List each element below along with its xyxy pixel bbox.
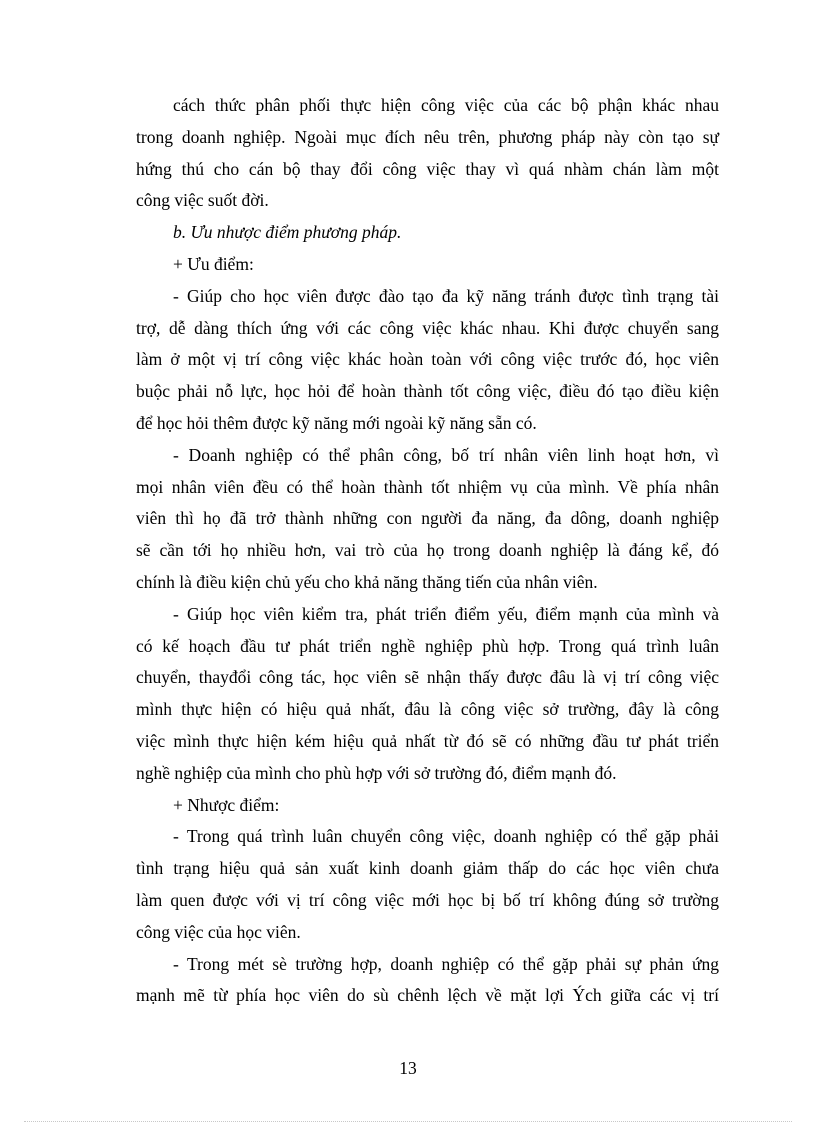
text-line: chuyển, thayđổi công tác, học viên sẽ nhận thấy được đâu là vị trí công việc bbox=[136, 667, 719, 688]
text-line: công việc suốt đời. bbox=[136, 190, 269, 211]
text-line: viên thì họ đã trở thành những con người đa năng, đa dông, doanh nghiệp bbox=[136, 508, 719, 529]
section-heading: b. Ưu nhược điểm phương pháp. bbox=[173, 222, 402, 243]
text-line: tình trạng hiệu quả sản xuất kinh doanh giảm thấp do các học viên chưa bbox=[136, 858, 719, 879]
text-line: có kế hoạch đầu tư phát triển nghề nghiệp phù hợp. Trong quá trình luân bbox=[136, 635, 719, 656]
text-line: nghề nghiệp của mình cho phù hợp với sở trường đó, điểm mạnh đó. bbox=[136, 762, 617, 783]
body-text bbox=[136, 90, 719, 1012]
subheading-disadvantages: + Nhược điểm: bbox=[173, 794, 280, 815]
text-line: chính là điều kiện chủ yếu cho khả năng thăng tiến của nhân viên. bbox=[136, 571, 598, 592]
text-line: mạnh mẽ từ phía học viên do sù chênh lệch về mặt lợi Ých giữa các vị trí bbox=[136, 985, 719, 1006]
text-line: - Trong quá trình luân chuyển công việc, doanh nghiệp có thể gặp phải bbox=[173, 826, 719, 847]
text-line: sẽ cần tới họ nhiều hơn, vai trò của họ trong doanh nghiệp là đáng kể, đó bbox=[136, 540, 719, 561]
text-line: - Doanh nghiệp có thể phân công, bố trí nhân viên linh hoạt hơn, vì bbox=[173, 444, 719, 465]
text-line: - Giúp cho học viên được đào tạo đa kỹ năng tránh được tình trạng tài bbox=[173, 285, 719, 306]
text-line: trợ, dễ dàng thích ứng với các công việc khác nhau. Khi được chuyển sang bbox=[136, 317, 719, 338]
text-line: trong doanh nghiệp. Ngoài mục đích nêu trên, phương pháp này còn tạo sự bbox=[136, 126, 719, 147]
text-line: buộc phải nỗ lực, học hỏi để hoàn thành tốt công việc, điều đó tạo điều kiện bbox=[136, 381, 719, 402]
text-line: mình thực hiện có hiệu quả nhất, đâu là công việc sở trường, đây là công bbox=[136, 699, 719, 720]
page-bottom-rule bbox=[24, 1121, 792, 1122]
subheading-advantages: + Ưu điểm: bbox=[173, 253, 254, 274]
text-line: hứng thú cho cán bộ thay đổi công việc thay vì quá nhàm chán làm một bbox=[136, 158, 719, 179]
text-line: cách thức phân phối thực hiện công việc của các bộ phận khác nhau bbox=[173, 95, 719, 115]
text-line: - Giúp học viên kiểm tra, phát triển điểm yếu, điểm mạnh của mình và bbox=[173, 603, 719, 624]
page-number: 13 bbox=[399, 1058, 417, 1078]
text-line: làm quen được với vị trí công việc mới học bị bố trí không đúng sở trường bbox=[136, 889, 719, 910]
text-line: việc mình thực hiện kém hiệu quả nhất từ đó sẽ có những đầu tư phát triển bbox=[136, 730, 719, 751]
text-line: công việc của học viên. bbox=[136, 921, 301, 942]
text-line: làm ở một vị trí công việc khác hoàn toàn với công việc trước đó, học viên bbox=[136, 349, 719, 370]
text-line: mọi nhân viên đều có thể hoàn thành tốt nhiệm vụ của mình. Về phía nhân bbox=[136, 476, 719, 497]
text-line: để học hỏi thêm được kỹ năng mới ngoài kỹ năng sẵn có. bbox=[136, 412, 537, 433]
text-line: - Trong mét sè trường hợp, doanh nghiệp có thể gặp phải sự phản ứng bbox=[173, 953, 719, 974]
